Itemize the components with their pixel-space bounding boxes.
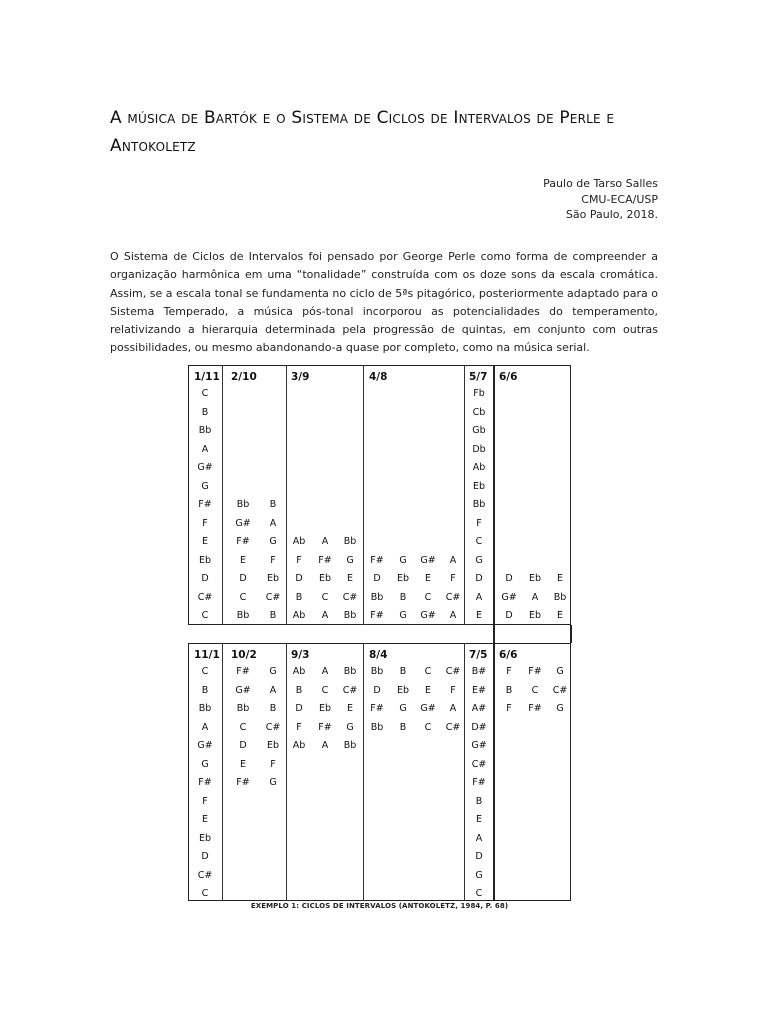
pitch-cell: A xyxy=(321,536,329,547)
pitch-cell: F xyxy=(202,795,208,807)
pitch-cell: C xyxy=(239,591,247,603)
pitch-cell: E xyxy=(239,758,246,770)
cycle-header: 1/11 xyxy=(194,371,220,383)
pitch-cell: F xyxy=(296,554,302,566)
pitch-cell: G xyxy=(269,536,277,547)
pitch-cell: F# xyxy=(370,554,384,566)
pitch-cell: Ab xyxy=(472,462,486,473)
pitch-cell: F xyxy=(506,666,512,677)
pitch-cell: F# xyxy=(370,703,384,714)
pitch-cell: A xyxy=(321,740,329,751)
column-divider xyxy=(222,365,223,625)
connector-right xyxy=(570,625,572,643)
pitch-cell: C# xyxy=(265,591,281,603)
pitch-cell: G# xyxy=(471,740,487,751)
pitch-cell: Ab xyxy=(292,536,306,547)
cycle-header: 10/2 xyxy=(231,649,257,661)
pitch-cell: Ab xyxy=(292,666,306,677)
pitch-cell: C# xyxy=(265,721,281,733)
column-divider xyxy=(222,643,223,901)
pitch-cell: Ab xyxy=(292,610,306,621)
pitch-cell: E xyxy=(201,536,208,547)
pitch-cell: G xyxy=(399,610,407,621)
pitch-cell: G xyxy=(399,703,407,714)
pitch-cell: B xyxy=(475,795,483,807)
pitch-cell: Bb xyxy=(236,703,250,714)
pitch-cell: Bb xyxy=(343,536,357,547)
cycle-header: 5/7 xyxy=(469,371,488,383)
pitch-cell: B xyxy=(201,406,209,418)
pitch-cell: D xyxy=(239,573,247,584)
cycle-header: 7/5 xyxy=(469,649,488,661)
pitch-cell: G xyxy=(475,869,483,881)
pitch-cell: F# xyxy=(236,536,250,547)
pitch-cell: G# xyxy=(197,740,213,751)
pitch-cell: A xyxy=(449,554,457,566)
pitch-cell: Bb xyxy=(198,425,212,436)
author-name: Paulo de Tarso Salles xyxy=(543,177,658,190)
pitch-cell: A xyxy=(449,610,457,621)
pitch-cell: Bb xyxy=(370,591,384,603)
pitch-cell: C# xyxy=(197,591,213,603)
pitch-cell: E xyxy=(424,684,431,696)
pitch-cell: F# xyxy=(236,666,250,677)
pitch-cell: C xyxy=(201,888,209,899)
pitch-cell: F xyxy=(450,573,456,584)
pitch-cell: C# xyxy=(471,758,487,770)
pitch-cell: B xyxy=(505,684,513,696)
pitch-cell: A xyxy=(269,684,277,696)
pitch-cell: G xyxy=(269,777,277,788)
cycle-header: 8/4 xyxy=(369,649,388,661)
pitch-cell: D xyxy=(373,573,381,584)
pitch-cell: G xyxy=(556,666,564,677)
pitch-cell: D xyxy=(201,851,209,862)
figure-caption: EXEMPLO 1: CICLOS DE INTERVALOS (ANTOKOLETZ, 1984, P. 68) xyxy=(250,902,509,910)
cycle-header: 11/1 xyxy=(194,649,220,661)
pitch-cell: C# xyxy=(445,591,461,603)
pitch-cell: G xyxy=(346,721,354,733)
pitch-cell: Eb xyxy=(472,480,486,492)
pitch-cell: F xyxy=(476,517,482,529)
pitch-cell: Fb xyxy=(473,388,485,399)
pitch-cell: G# xyxy=(235,517,251,529)
pitch-cell: D xyxy=(295,573,303,584)
pitch-cell: E xyxy=(475,814,482,825)
pitch-cell: F xyxy=(296,721,302,733)
pitch-cell: Db xyxy=(472,443,486,455)
column-divider xyxy=(363,643,364,901)
pitch-cell: A xyxy=(269,517,277,529)
pitch-cell: C xyxy=(475,536,483,547)
pitch-cell: F# xyxy=(318,554,332,566)
pitch-cell: Eb xyxy=(528,610,542,621)
column-divider xyxy=(286,643,287,901)
pitch-cell: A xyxy=(321,666,329,677)
pitch-cell: Bb xyxy=(370,666,384,677)
pitch-cell: C# xyxy=(552,684,568,696)
pitch-cell: B xyxy=(399,591,407,603)
pitch-cell: C# xyxy=(342,591,358,603)
pitch-cell: B xyxy=(295,591,303,603)
pitch-cell: Cb xyxy=(472,406,486,418)
pitch-cell: C xyxy=(475,888,483,899)
pitch-cell: F# xyxy=(528,703,542,714)
pitch-cell: G xyxy=(556,703,564,714)
pitch-cell: B xyxy=(399,666,407,677)
cycle-header: 2/10 xyxy=(231,371,257,383)
cycle-header: 3/9 xyxy=(291,371,310,383)
pitch-cell: F# xyxy=(472,777,486,788)
pitch-cell: B xyxy=(295,684,303,696)
pitch-cell: Eb xyxy=(396,573,410,584)
pitch-cell: Bb xyxy=(343,740,357,751)
pitch-cell: Eb xyxy=(318,573,332,584)
pitch-cell: C xyxy=(424,591,432,603)
pitch-cell: Ab xyxy=(292,740,306,751)
author-affiliation: CMU-ECA/USP xyxy=(581,192,658,206)
pitch-cell: A xyxy=(201,443,209,455)
pitch-cell: Bb xyxy=(343,610,357,621)
pitch-cell: G xyxy=(475,554,483,566)
pitch-cell: D xyxy=(475,573,483,584)
pitch-cell: G xyxy=(201,758,209,770)
pitch-cell: G# xyxy=(420,703,436,714)
column-divider xyxy=(464,643,465,901)
pitch-cell: G xyxy=(346,554,354,566)
pitch-cell: A xyxy=(475,591,483,603)
pitch-cell: F xyxy=(506,703,512,714)
pitch-cell: Bb xyxy=(553,591,567,603)
connector-left xyxy=(493,625,495,643)
pitch-cell: F xyxy=(450,684,456,696)
cycle-header: 9/3 xyxy=(291,649,310,661)
pitch-cell: C xyxy=(424,666,432,677)
pitch-cell: F# xyxy=(370,610,384,621)
pitch-cell: F xyxy=(270,758,276,770)
pitch-cell: C# xyxy=(197,869,213,881)
pitch-cell: G# xyxy=(420,610,436,621)
pitch-cell: F xyxy=(202,517,208,529)
pitch-cell: F xyxy=(270,554,276,566)
pitch-cell: A xyxy=(201,721,209,733)
pitch-cell: D xyxy=(505,573,513,584)
pitch-cell: C xyxy=(239,721,247,733)
pitch-cell: Bb xyxy=(198,703,212,714)
pitch-cell: D xyxy=(475,851,483,862)
pitch-cell: G# xyxy=(501,591,517,603)
pitch-cell: Eb xyxy=(266,740,280,751)
pitch-cell: E xyxy=(201,814,208,825)
pitch-cell: G# xyxy=(235,684,251,696)
pitch-cell: G xyxy=(399,554,407,566)
pitch-cell: B# xyxy=(471,666,487,677)
pitch-cell: D xyxy=(505,610,513,621)
pitch-cell: C xyxy=(531,684,539,696)
pitch-cell: F# xyxy=(236,777,250,788)
pitch-cell: E# xyxy=(472,684,486,696)
pitch-cell: D xyxy=(239,740,247,751)
pitch-cell: E xyxy=(475,610,482,621)
pitch-cell: Bb xyxy=(343,666,357,677)
pitch-cell: Bb xyxy=(236,610,250,621)
cycle-header: 6/6 xyxy=(499,371,518,383)
pitch-cell: Eb xyxy=(198,554,212,566)
pitch-cell: Eb xyxy=(198,832,212,844)
pitch-cell: G xyxy=(269,666,277,677)
paper-title: A música de Bartók e o Sistema de Ciclos de Intervalos de Perle e Antokoletz xyxy=(110,108,615,156)
pitch-cell: C xyxy=(201,388,209,399)
pitch-cell: A xyxy=(475,832,483,844)
pitch-cell: Eb xyxy=(396,684,410,696)
column-divider xyxy=(493,365,495,625)
body-paragraph: O Sistema de Ciclos de Intervalos foi pensado por George Perle como forma de compreender a organização harmônica em uma “tonalidade” construída com os doze sons da escala cromática. Assim, se a escala tonal se fundamenta no ciclo de 5ªs pitagórico, posteriormente adaptado para o Sistema Temperado, a música pós-tonal incorporou as potencialidades do temperamento, relativizando a hierarquia determinada pela progressão de quintas, em conjunto com outras possibilidades, ou mesmo abandonando-a quase por completo, como na música serial. xyxy=(110,250,658,355)
column-divider xyxy=(493,643,495,901)
author-block xyxy=(543,176,658,223)
pitch-cell: C xyxy=(321,591,329,603)
pitch-cell: F# xyxy=(528,666,542,677)
pitch-cell: E xyxy=(346,703,353,714)
table-frame xyxy=(188,365,571,625)
pitch-cell: B xyxy=(269,499,277,510)
cycle-header: 4/8 xyxy=(369,371,388,383)
pitch-cell: D# xyxy=(471,721,487,733)
pitch-cell: A# xyxy=(471,703,487,714)
pitch-cell: E xyxy=(556,573,563,584)
column-divider xyxy=(464,365,465,625)
pitch-cell: Eb xyxy=(266,573,280,584)
pitch-cell: D xyxy=(373,684,381,696)
pitch-cell: G# xyxy=(420,554,436,566)
pitch-cell: C xyxy=(321,684,329,696)
pitch-cell: C# xyxy=(445,666,461,677)
pitch-cell: C xyxy=(201,666,209,677)
pitch-cell: A xyxy=(449,703,457,714)
pitch-cell: B xyxy=(399,721,407,733)
pitch-cell: Eb xyxy=(318,703,332,714)
pitch-cell: Bb xyxy=(370,721,384,733)
pitch-cell: F# xyxy=(198,777,212,788)
pitch-cell: E xyxy=(556,610,563,621)
pitch-cell: D xyxy=(295,703,303,714)
pitch-cell: F# xyxy=(318,721,332,733)
pitch-cell: Gb xyxy=(472,425,486,436)
pitch-cell: Bb xyxy=(236,499,250,510)
pitch-cell: G# xyxy=(197,462,213,473)
column-divider xyxy=(363,365,364,625)
table-frame xyxy=(188,643,571,901)
pitch-cell: D xyxy=(201,573,209,584)
pitch-cell: Eb xyxy=(528,573,542,584)
pitch-cell: C# xyxy=(342,684,358,696)
pitch-cell: A xyxy=(321,610,329,621)
pitch-cell: C xyxy=(424,721,432,733)
pitch-cell: E xyxy=(424,573,431,584)
pitch-cell: B xyxy=(269,703,277,714)
cycle-header: 6/6 xyxy=(499,649,518,661)
author-place-date: São Paulo, 2018. xyxy=(565,208,658,221)
pitch-cell: F# xyxy=(198,499,212,510)
column-divider xyxy=(286,365,287,625)
pitch-cell: E xyxy=(346,573,353,584)
pitch-cell: G xyxy=(201,480,209,492)
pitch-cell: C xyxy=(201,610,209,621)
pitch-cell: Bb xyxy=(472,499,486,510)
pitch-cell: A xyxy=(531,591,539,603)
pitch-cell: C# xyxy=(445,721,461,733)
pitch-cell: B xyxy=(201,684,209,696)
pitch-cell: E xyxy=(239,554,246,566)
pitch-cell: B xyxy=(269,610,277,621)
